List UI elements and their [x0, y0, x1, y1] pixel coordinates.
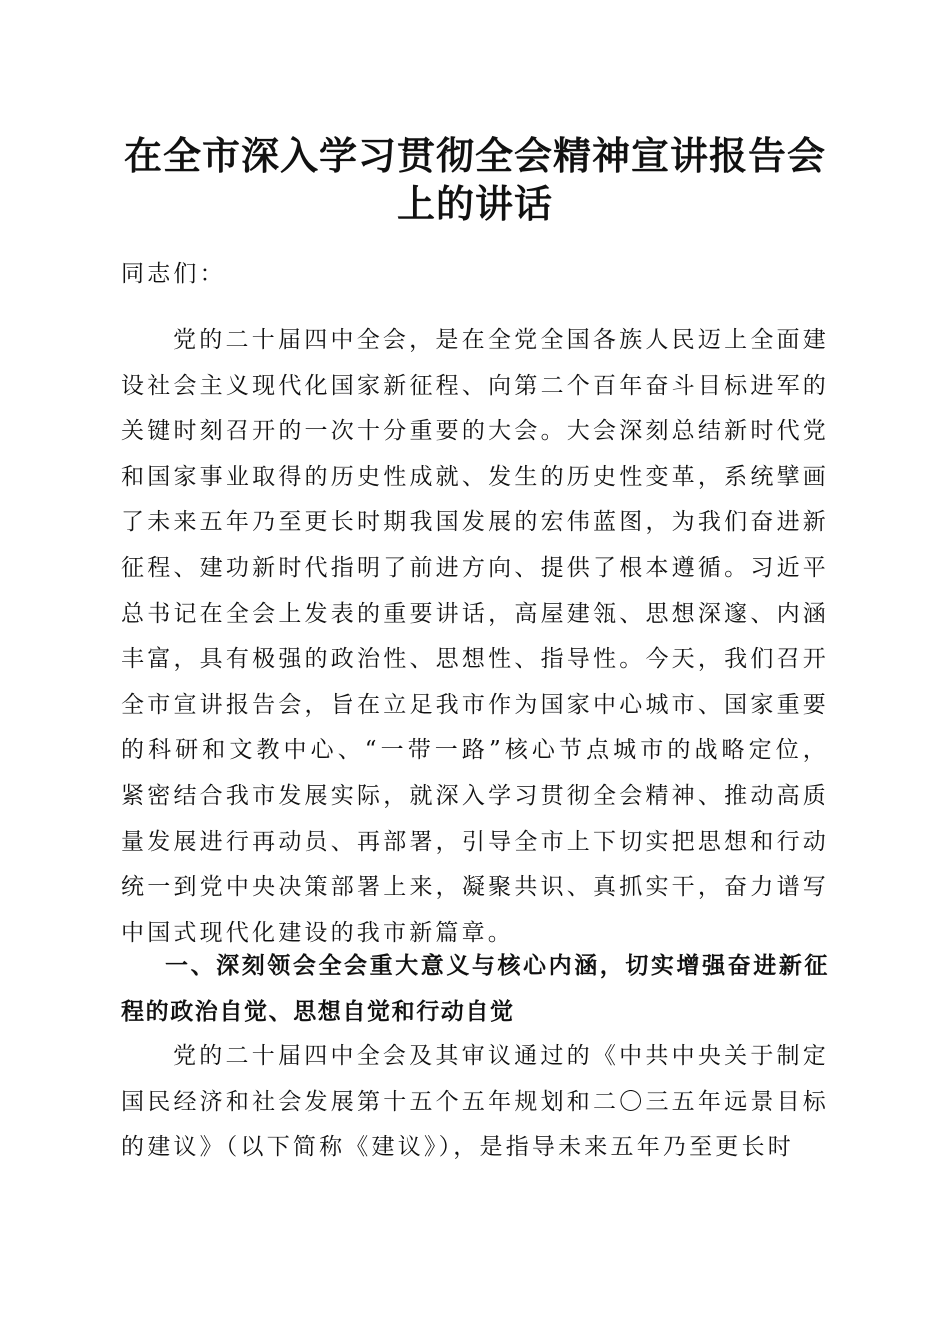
salutation: 同志们：	[121, 261, 226, 287]
section-heading-1: 一、深刻领会全会重大意义与核心内涵，切实增强奋进新征程的政治自觉、思想自觉和行动自觉	[121, 953, 829, 1025]
paragraph-intro: 党的二十届四中全会，是在全党全国各族人民迈上全面建设社会主义现代化国家新征程、向第二个百年奋斗目标进军的关键时刻召开的一次十分重要的大会。大会深刻总结新时代党和国家事业取得的历史性成就、发生的历史性变革，系统擘画了未来五年乃至更长时期我国发展的宏伟蓝图，为我们奋进新征程、建功新时代指明了前进方向、提供了根本遵循。习近平总书记在全会上发表的重要讲话，高屋建瓴、思想深邃、内涵丰富，具有极强的政治性、思想性、指导性。今天，我们召开全市宣讲报告会，旨在立足我市作为国家中心城市、国家重要的科研和文教中心、“一带一路”核心节点城市的战略定位，紧密结合我市发展实际，就深入学习贯彻全会精神、推动高质量发展进行再动员、再部署，引导全市上下切实把思想和行动统一到党中央决策部署上来，凝聚共识、真抓实干，奋力谱写中国式现代化建设的我市新篇章。	[121, 327, 829, 946]
document-title: 在全市深入学习贯彻全会精神宣讲报告会上的讲话	[123, 133, 826, 226]
paragraph-section-1: 党的二十届四中全会及其审议通过的《中共中央关于制定国民经济和社会发展第十五个五年规划和二〇三五年远景目标的建议》（以下简称《建议》），是指导未来五年乃至更长时	[121, 1043, 829, 1161]
